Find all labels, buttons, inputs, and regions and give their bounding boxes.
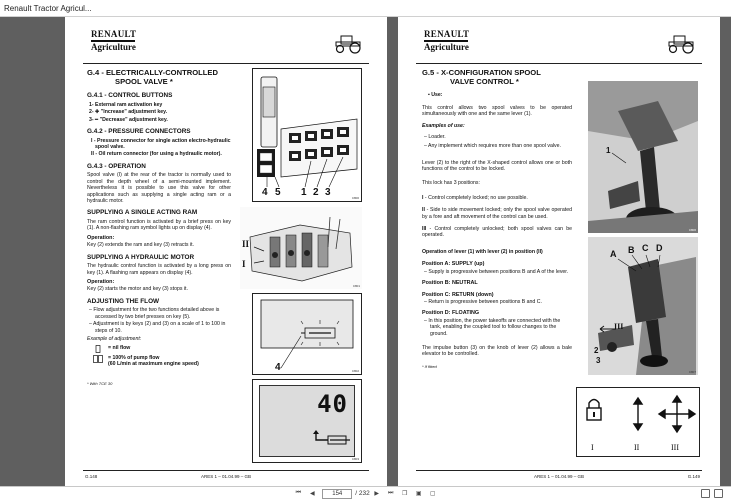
figure-code: C807	[688, 370, 696, 374]
callout-A: A	[610, 249, 617, 259]
page-number: G.149	[687, 474, 700, 479]
spool-valve-drawing	[240, 207, 362, 289]
figure-code: C800	[351, 196, 359, 200]
operation-label: Operation:	[87, 234, 115, 241]
figure-code: C806	[688, 228, 696, 232]
positions-intro: This lock has 3 positions:	[422, 180, 480, 187]
page-footer	[416, 470, 702, 480]
footnote: * If fitted	[422, 363, 437, 369]
control-panel-drawing	[253, 69, 361, 201]
single-page-view-icon[interactable]	[701, 489, 710, 498]
callout-2: 2	[313, 187, 319, 198]
callout-4: 4	[262, 187, 268, 198]
section-title-g5: G.5 - X-CONFIGURATION SPOOL VALVE CONTROL *	[422, 68, 541, 86]
hyd-motor-op-text: Key (2) starts the motor and key (3) stops it.	[87, 286, 188, 293]
list-item: 2- ✚ "Increase" adjustment key.	[89, 109, 168, 116]
position-d-text: – In this position, the power takeoffs are connected with the tank, enabling the coupled tool to follow changes to the ground.	[424, 317, 561, 337]
full-flow-row: = 100% of pump flow (60 L/min at maximum engine speed)	[93, 355, 231, 368]
page-number: G.148	[85, 474, 98, 479]
impulse-text: The impulse button (3) on the knob of lever (2) allows a bale elevator to be controlled.	[422, 344, 572, 358]
operation-label: Operation:	[87, 279, 115, 286]
list-item: II - Oil return connector (for using a hydraulic motor).	[91, 151, 222, 158]
hyd-motor-text: The hydraulic control function is activated by a long press on key (1). A flashing ram appears on display (4).	[87, 263, 231, 276]
single-ram-heading: SUPPLYING A SINGLE ACTING RAM	[87, 209, 198, 217]
callout-II: II	[242, 239, 250, 249]
section-title-g4: G.4 - ELECTRICALLY-CONTROLLED SPOOL VALVE *	[87, 68, 218, 86]
flow-display-figure	[252, 379, 362, 463]
operation-heading: Operation of lever (1) with lever (2) in position (II)	[422, 248, 543, 255]
lock-positions-figure	[576, 387, 700, 457]
page-header	[416, 28, 702, 64]
tractor-icon	[333, 32, 363, 54]
operation-text: Spool valve (I) at the rear of the tractor is normally used to control the depth wheel of a semi-mounted implement. Nevertheless it is possible to use this valve for other applications such as supplying a single acting ram or a hydraulic motor.	[87, 172, 231, 205]
flow-heading: ADJUSTING THE FLOW	[87, 297, 160, 305]
use-text: This control allows two spool valves to be operated simultaneously with one and the same lever (1).	[422, 104, 572, 117]
page-header	[83, 28, 369, 64]
right-text-column	[422, 69, 572, 370]
position-item: II - Side to side movement locked; only the spool valve operated by a fore and aft movement of the control can be used.	[422, 207, 572, 220]
renault-logo: RENAULT Agriculture	[424, 29, 470, 52]
operation-heading: G.4.3 - OPERATION	[87, 162, 146, 170]
lcd-value: 40	[317, 390, 348, 418]
examples-label: Examples of use:	[422, 123, 465, 130]
position-a-heading: Position A: SUPPLY (up)	[422, 261, 485, 268]
nil-flow-row: = nil flow	[93, 345, 231, 353]
previous-page-button[interactable]: ◀	[309, 491, 315, 497]
ram-arrow-icon	[310, 428, 352, 450]
list-item: 1- External ram activation key	[89, 101, 163, 108]
footer-edition: ARES 1 – 01.04.99 – GB	[200, 474, 252, 479]
callout-1: 1	[606, 146, 611, 155]
total-pages: / 232	[355, 490, 370, 497]
lever-photo	[588, 81, 698, 233]
fit-page-icon[interactable]: ▣	[415, 491, 422, 497]
callout-B: B	[628, 245, 635, 255]
callout-display-4: 4	[275, 362, 281, 373]
vertical-arrow-icon	[634, 398, 642, 430]
view-controls	[701, 489, 723, 498]
callout-2: 2	[594, 346, 599, 355]
position-c-heading: Position C: RETURN (down)	[422, 291, 494, 298]
callout-D: D	[656, 243, 663, 253]
example-label: Example of adjustment:	[87, 336, 142, 343]
list-item: – Any implement which requires more than one spool valve.	[424, 143, 561, 150]
figure-code: C801	[352, 284, 360, 288]
fullscreen-icon[interactable]: ▢	[429, 491, 436, 497]
position-d-heading: Position D: FLOATING	[422, 310, 480, 317]
list-item: 3- ━ "Decrease" adjustment key.	[89, 116, 168, 123]
window-title: Renault Tractor Agricul...	[4, 3, 92, 13]
label-I: I	[591, 443, 594, 452]
label-III: III	[671, 443, 679, 452]
callout-5: 5	[275, 187, 281, 198]
page-right	[398, 17, 720, 486]
tractor-icon	[666, 32, 696, 54]
callout-C: C	[642, 243, 649, 253]
list-item: – Adjustment is by keys (2) and (3) on a scale of 1 to 100 in steps of 10.	[89, 321, 226, 334]
spool-valve-figure	[240, 207, 362, 289]
position-a-text: – Supply is progressive between positions B and A of the lever.	[424, 268, 569, 275]
label-II: II	[634, 443, 640, 452]
last-page-button[interactable]: ⏭	[388, 490, 394, 496]
first-page-button[interactable]: ⏮	[295, 490, 301, 496]
footnote: * With TCE 30	[87, 381, 113, 387]
display-drawing	[253, 294, 361, 374]
list-item: – Loader.	[424, 133, 446, 140]
display-figure	[252, 293, 362, 375]
next-page-button[interactable]: ▶	[374, 491, 380, 497]
callout-I: I	[242, 259, 246, 269]
page-footer	[83, 470, 369, 480]
copy-icon[interactable]: ❐	[402, 491, 408, 497]
position-item: I - Control completely locked; no use possible.	[422, 194, 528, 201]
callout-III: III	[614, 322, 624, 331]
window-titlebar	[0, 0, 731, 17]
use-label: ▪ Use:	[428, 92, 443, 99]
list-item: I - Pressure connector for single action electro-hydraulic spool valve.	[91, 137, 231, 150]
lcd-screen	[259, 385, 355, 457]
callout-1: 1	[301, 187, 307, 198]
padlock-icon	[587, 400, 601, 421]
position-c-text: – Return is progressive between positions B and C.	[424, 298, 542, 305]
callout-3: 3	[325, 187, 331, 198]
page-number-input[interactable]: 154	[322, 489, 352, 499]
page-navigation-bar	[0, 486, 731, 500]
lever-positions-drawing	[588, 237, 698, 375]
two-page-view-icon[interactable]	[714, 489, 723, 498]
lever-text: Lever (2) to the right of the X-shaped control allows one or both functions of the control to be locked.	[422, 159, 572, 173]
lever-positions-figure	[588, 237, 698, 375]
single-ram-text: The ram control function is activated by a brief press on key (1). A non-flashing ram symbol lights up on display (4).	[87, 219, 231, 232]
callout-3: 3	[596, 356, 601, 365]
pressure-connectors-heading: G.4.2 - PRESSURE CONNECTORS	[87, 128, 191, 135]
lever-photo-figure	[588, 81, 698, 233]
page-left	[65, 17, 387, 486]
single-ram-op-text: Key (2) extends the ram and key (3) retracts it.	[87, 242, 194, 249]
lock-positions-drawing	[577, 388, 699, 456]
position-b-heading: Position B: NEUTRAL	[422, 280, 478, 287]
position-item: III - Control completely unlocked; both spool valves can be operated.	[422, 226, 572, 239]
control-buttons-heading: G.4.1 - CONTROL BUTTONS	[87, 92, 173, 100]
figure-code: C803	[351, 457, 359, 461]
control-panel-figure	[252, 68, 362, 202]
pdf-viewer[interactable]	[0, 17, 731, 486]
cross-arrow-icon	[659, 396, 695, 432]
list-item: – Flow adjustment for the two functions detailed above is accessed by two brief presses on key (5).	[89, 307, 220, 320]
footer-edition: ARES 1 – 01.04.99 – GB	[533, 474, 585, 479]
full-ram-icon	[93, 355, 103, 363]
hyd-motor-heading: SUPPLYING A HYDRAULIC MOTOR	[87, 253, 195, 261]
figure-code: C802	[351, 369, 359, 373]
left-text-column	[87, 69, 231, 388]
empty-ram-icon	[93, 345, 103, 353]
renault-logo: RENAULT Agriculture	[91, 29, 137, 52]
